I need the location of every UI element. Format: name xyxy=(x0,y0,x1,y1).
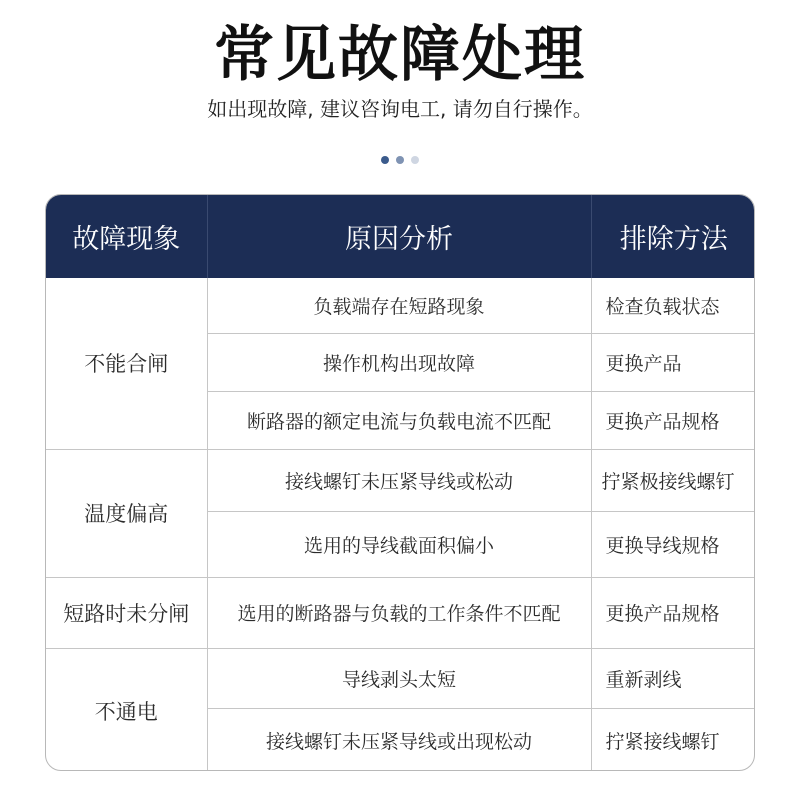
fault-table xyxy=(46,195,755,771)
table-row xyxy=(46,577,755,648)
cause-cell: 操作机构出现故障 xyxy=(207,333,591,391)
cause-cell: 负载端存在短路现象 xyxy=(207,278,591,333)
fix-cell: 更换产品 xyxy=(591,333,755,391)
cause-cell: 断路器的额定电流与负载电流不匹配 xyxy=(207,391,591,449)
table-row xyxy=(46,449,755,511)
page-subtitle: 如出现故障, 建议咨询电工, 请勿自行操作。 xyxy=(207,97,593,121)
symptom-cell: 短路时未分闸 xyxy=(46,577,207,648)
table-row xyxy=(46,648,755,708)
header-fix: 排除方法 xyxy=(591,195,755,278)
cause-cell: 接线螺钉未压紧导线或出现松动 xyxy=(207,708,591,771)
fix-cell: 更换产品规格 xyxy=(591,577,755,648)
dot-2 xyxy=(396,156,404,164)
table-row xyxy=(46,278,755,333)
fault-table-container xyxy=(45,194,755,771)
page-title: 常见故障处理 xyxy=(214,20,586,90)
header-symptom: 故障现象 xyxy=(46,195,207,278)
cause-cell: 选用的断路器与负载的工作条件不匹配 xyxy=(207,577,591,648)
fix-cell: 重新剥线 xyxy=(591,648,755,708)
pagination-dots xyxy=(0,156,800,164)
symptom-cell: 不能合闸 xyxy=(46,278,207,449)
fix-cell: 检查负载状态 xyxy=(591,278,755,333)
fix-cell: 拧紧极接线螺钉 xyxy=(591,449,755,511)
dot-1 xyxy=(381,156,389,164)
fix-cell: 更换导线规格 xyxy=(591,511,755,577)
cause-cell: 导线剥头太短 xyxy=(207,648,591,708)
symptom-cell: 温度偏高 xyxy=(46,449,207,577)
symptom-cell: 不通电 xyxy=(46,648,207,771)
cause-cell: 接线螺钉未压紧导线或松动 xyxy=(207,449,591,511)
fix-cell: 拧紧接线螺钉 xyxy=(605,731,720,754)
cause-cell: 选用的导线截面积偏小 xyxy=(207,511,591,577)
table-header-row xyxy=(46,195,755,278)
fix-cell: 更换产品规格 xyxy=(591,391,755,449)
dot-3 xyxy=(411,156,419,164)
header-cause: 原因分析 xyxy=(207,195,591,278)
